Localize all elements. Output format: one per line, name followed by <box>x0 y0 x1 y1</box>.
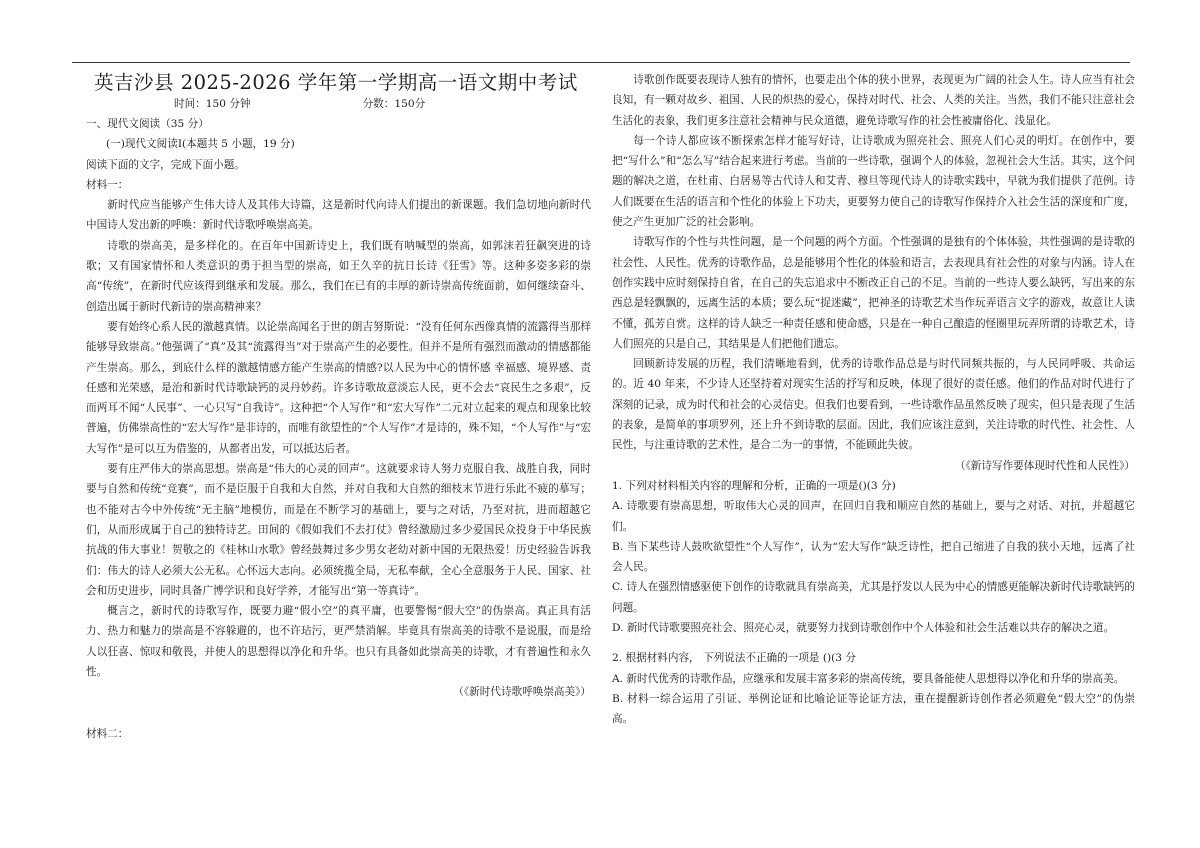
paragraph: 概言之，新时代的诗歌写作，既要力避“假小空”的真平庸，也要警惕“假大空”的伪崇高。真正具有活力、热力和魅力的崇高是不容躲避的，也不许玷污，更严禁消解。毕竟具有崇高美的诗歌不是说服，而是给人以狂喜、惊叹和敬畏，并使人的思想得以净化和升华。也只有具备如此崇高美的诗歌，才有普遍性和永久性。 <box>86 605 591 679</box>
spacer <box>86 703 591 724</box>
question-one-option-a: A. 诗歌要有崇高思想，听取伟大心灵的回声，在回归自我和顺应自然的基础上，要与之对话、对抗，并超越它们。 <box>612 500 1135 533</box>
question-one-stem: 1. 下列对材料相关内容的理解和分析，正确的一项是()(3 分) <box>612 479 896 492</box>
paragraph: 新时代应当能够产生伟大诗人及其伟大诗篇，这是新时代向诗人们提出的新课题。我们急切地向新时代中国诗人发出新的呼唤：新时代诗歌呼唤崇高美。 <box>86 199 591 232</box>
question-two-option-a: A. 新时代优秀的诗歌作品，应继承和发展丰富多彩的崇高传统，要具备能使人思想得以净化和升华的崇高美。 <box>612 672 1125 685</box>
paragraph: 要有始终心系人民的激越真情。以论崇高闻名于世的朗吉努斯说：“没有任何东西像真情的流露得当那样能够导致崇高。”他强调了“真”及其“流露得当”对于崇高产生的必要性。但并不是所有强烈而激动的情感都能产生崇高。那么，到底什么样的激越情感方能产生崇高的情感?以人民为中心的情怀感 幸福感、境界感、责任感和光荣感，是治和新时代诗歌缺钙的灵丹妙药。许多诗歌故意淡忘人民，更不会去“哀民生之多艰”，反而两耳不闻“人民事”、一心只写“自我诗”。这种把“个人写作”和“宏大写作”二元对立起来的观点和现象比较普遍，仿佛崇高性的“宏大写作”是非诗的，而唯有欲望性的“个人写作”才是诗的，殊不知，“个人写作”与“宏大写作”是可以互为借鉴的，从都者出发，可以抵达后者。 <box>86 320 591 455</box>
source-citation: （《新诗写作要体现时代性和人民性》） <box>954 459 1135 472</box>
spacer <box>612 638 1135 648</box>
exam-title: 英吉沙县 2025-2026 学年第一学期高一语文期中考试 <box>94 71 578 94</box>
header-rule <box>72 62 1130 63</box>
question-two-option-b: B. 材料一综合运用了引证、举例论证和比喻论证等论证方法，重在提醒新诗创作者必须避免“假大空”的伪崇高。 <box>612 692 1135 726</box>
question-one-option-d: D. 新时代诗歌要照亮社会、照亮心灵，就要努力找到诗歌创作中个人体验和社会生活难以共存的解决之道。 <box>612 622 1115 635</box>
exam-meta <box>174 96 591 114</box>
paragraph: 诗歌的崇高美，是多样化的。在百年中国新诗史上，我们既有呐喊型的崇高，如郭沫若狂飙突进的诗歌；又有国家情怀和人类意识的勇于担当型的崇高，如王久辛的抗日长诗《狂雪》等。这种多姿多彩的崇高“传统”，在新时代应该得到继承和发展。那么，我们在已有的丰厚的新诗崇高传统面前，如何继续奋斗、创造出属于新时代新诗的崇高精神来？ <box>86 239 591 313</box>
paragraph: 回顾新诗发展的历程，我们清晰地看到，优秀的诗歌作品总是与时代同频共振的，与人民同呼吸、共命运的。近 40 年来，不少诗人还坚持着对现实生活的抒写和反映，体现了很好的责任感。他们的作品对时代进行了深刻的记录，成为时代和社会的心灵信史。但我们也要看到，一些诗歌作品虽然反映了现实，但只是表现了生活的表象，是简单的事项罗列，还上升不到诗歌的层面。因此，我们应该注意到，关注诗歌的时代性、社会性、人民性，与注重诗歌的艺术性，是合二为一的事情，不能顾此失彼。 <box>612 358 1135 452</box>
paragraph: 每一个诗人都应该不断探索怎样才能写好诗，让诗歌成为照亮社会、照亮人们心灵的明灯。在创作中，要把“写什么”和“怎么写”结合起来进行考虑。当前的一些诗歌，强调个人的体验，忽视社会大生活。其实，这个问题的解决之道，在杜甫、白居易等古代诗人和艾青、穆旦等现代诗人的诗歌实践中，早就为我们提供了范例。诗人们既要在生活的语言和个性化的体验上下功夫，更要努力使自己的诗歌写作保持介入社会生活的深度和广度，使之产生更加广泛的社会影响。 <box>612 134 1135 229</box>
material-one-label: 材料一： <box>86 178 129 191</box>
material-two-label: 材料二： <box>86 727 129 740</box>
paragraph: 诗歌创作既要表现诗人独有的情怀，也要走出个体的狭小世界，表现更为广阔的社会人生。诗人应当有社会良知，有一颗对故乡、祖国、人民的炽热的爱心，保持对时代、社会、人类的关注。当然，我们不能只注意社会生活化的表象，我们更多注意社会精神与民众道德，避免诗歌写作的社会性被庸俗化、浅显化。 <box>612 74 1135 127</box>
subsection-heading: (一)现代文阅读Ⅰ(本题共 5 小题，19 分) <box>106 138 295 151</box>
question-two-stem: 2. 根据材料内容， 下列说法不正确的一项是 ()(3 分 <box>612 652 856 665</box>
right-column <box>612 70 1135 730</box>
paragraph: 要有庄严伟大的崇高思想。崇高是“伟大的心灵的回声”。这就要求诗人努力克服自我、战胜自我，同时要与自然和传统“竞赛”，而不是臣服于自我和大自然，并对自我和大自然的细枝末节进行乐此不疲的摹写；也不能对古今中外传统“无主脑”地模仿，而是在不断学习的基础上，要与之对话，乃至对抗，进而超越它们，从而形成属于自己的独特诗艺。田间的《假如我们不去打仗》曾经激励过多少爱国民众投身于中华民族抗战的伟大事业！贺敬之的《桂林山水歌》曾经鼓舞过多少男女老幼对新中国的无限热爱！历史经验告诉我们：伟大的诗人必须大公无私。心怀远大志向。必须统揽全局，无私奉献，全心全意服务于人民、国家、社会和历史进步，同时具备广博学识和良好学养，才能写出“第一等真诗”。 <box>86 463 591 597</box>
exam-time: 时间：150 分钟 <box>174 98 251 110</box>
instruction-text: 阅读下面的文字，完成下面小题。 <box>86 158 245 171</box>
question-one-option-c: C. 诗人在强烈情感驱使下创作的诗歌就具有崇高美，尤其是抒发以人民为中心的情感更能解决新时代诗歌缺钙的问题。 <box>612 581 1135 614</box>
left-column <box>86 70 591 744</box>
paragraph: 诗歌写作的个性与共性问题，是一个问题的两个方面。个性强调的是独有的个体体验，共性强调的是诗歌的社会性、人民性。优秀的诗歌作品，总是能够用个性化的体验和语言，去表现具有社会性的对象与内涵。诗人在创作实践中应时刻保持自省，在自己的失忘追求中不断改正自己的不足。当前的一些诗人要么缺钙，写出来的东西总是轻飘飘的，远离生活的本质；要么玩“捉迷藏”，把神圣的诗歌艺术当作玩弄语言文字的游戏，故意让人读不懂，孤芳自赏。这样的诗人缺乏一种责任感和使命感，只是在一种自己酿造的怪圈里玩弄所谓的诗歌艺术，诗人们照亮的只是自己，其结果是人们把他们遗忘。 <box>612 236 1135 350</box>
question-one-option-b: B. 当下某些诗人鼓吹欲望性“个人写作”，认为“宏大写作”缺乏诗性，把自己缩进了自我的狭小天地，远离了社会人民。 <box>612 540 1135 574</box>
exam-score: 分数：150分 <box>362 98 426 110</box>
section-heading: 一、现代文阅读（35 分） <box>86 118 209 130</box>
source-citation: （《新时代诗歌呼唤崇高美》） <box>453 686 591 699</box>
